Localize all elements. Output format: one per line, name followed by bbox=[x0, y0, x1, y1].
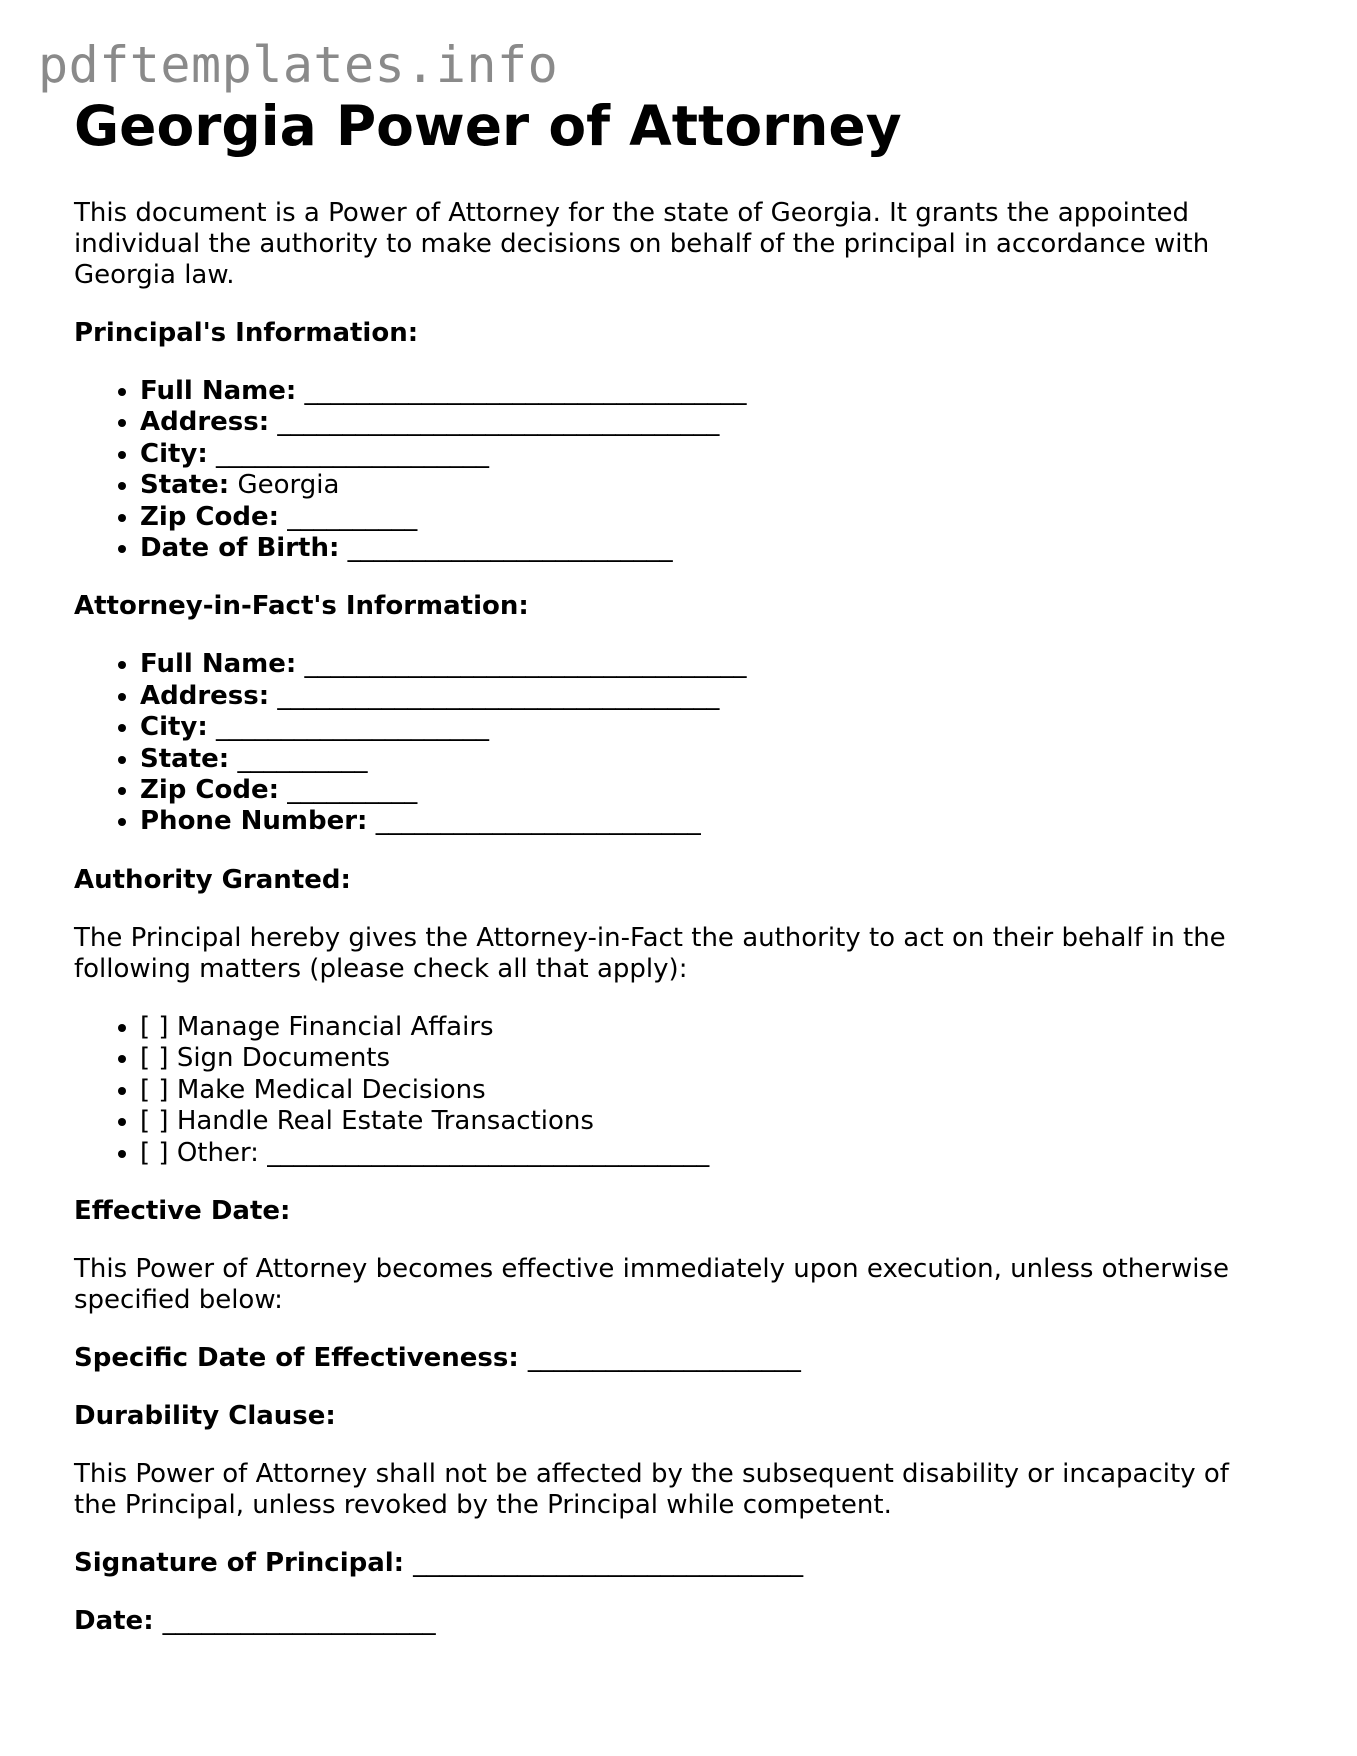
field-blank[interactable]: __________ bbox=[287, 501, 418, 532]
page-title: Georgia Power of Attorney bbox=[74, 94, 902, 158]
attorney-phone-field bbox=[140, 806, 1274, 837]
authority-option-medical[interactable]: • [ ] Make Medical Decisions bbox=[140, 1075, 1274, 1106]
document-page bbox=[74, 92, 1274, 1664]
field-label: Address: bbox=[140, 407, 270, 438]
principal-full-name-field bbox=[140, 376, 1274, 407]
attorney-address-field bbox=[140, 681, 1274, 712]
field-blank[interactable]: __________________________________ bbox=[304, 649, 747, 680]
field-blank[interactable]: __________________________________ bbox=[277, 407, 720, 438]
attorney-heading: Attorney-in-Fact's Information: bbox=[74, 591, 529, 622]
principal-fields bbox=[74, 376, 1274, 564]
field-blank[interactable]: __________ bbox=[287, 775, 418, 806]
principal-address-field bbox=[140, 407, 1274, 438]
authority-paragraph: The Principal hereby gives the Attorney-in-Fact the authority to act on their behalf in the following matters (please check all that apply): bbox=[74, 922, 1226, 984]
field-label: City: bbox=[140, 438, 208, 469]
field-label: City: bbox=[140, 712, 208, 743]
authority-option-real-estate[interactable]: • [ ] Handle Real Estate Transactions bbox=[140, 1106, 1274, 1137]
effective-heading: Effective Date: bbox=[74, 1195, 291, 1226]
field-label: Full Name: bbox=[140, 649, 297, 680]
durability-heading: Durability Clause: bbox=[74, 1400, 336, 1431]
authority-option-other[interactable]: • [ ] Other: __________________________________ bbox=[140, 1138, 1274, 1169]
field-blank[interactable]: _________________________ bbox=[375, 806, 701, 837]
principal-city-field bbox=[140, 439, 1274, 470]
attorney-state-field bbox=[140, 744, 1274, 775]
field-value: Georgia bbox=[237, 470, 340, 501]
authority-options bbox=[74, 1012, 1274, 1169]
principal-dob-field bbox=[140, 533, 1274, 564]
principal-state-field bbox=[140, 470, 1274, 501]
attorney-fields bbox=[74, 649, 1274, 837]
authority-heading: Authority Granted: bbox=[74, 864, 351, 895]
field-blank[interactable]: ______________________________ bbox=[413, 1547, 804, 1578]
field-blank[interactable]: __________________________________ bbox=[277, 680, 720, 711]
field-label: Date of Birth: bbox=[140, 533, 340, 564]
field-blank[interactable]: _____________________ bbox=[216, 438, 490, 469]
field-blank[interactable]: _____________________ bbox=[162, 1605, 436, 1636]
field-label: State: bbox=[140, 743, 230, 774]
principal-heading: Principal's Information: bbox=[74, 318, 419, 348]
field-label: Zip Code: bbox=[140, 775, 280, 806]
authority-option-financial[interactable]: • [ ] Manage Financial Affairs bbox=[140, 1012, 1274, 1043]
field-blank[interactable]: _________________________ bbox=[347, 533, 673, 564]
field-label: Phone Number: bbox=[140, 806, 368, 837]
durability-paragraph: This Power of Attorney shall not be affected by the subsequent disability or incapacity of the Principal, unless revoked by the Principal while competent. bbox=[74, 1458, 1229, 1520]
field-label: Zip Code: bbox=[140, 501, 280, 532]
effective-paragraph: This Power of Attorney becomes effective immediately upon execution, unless otherwise specified below: bbox=[74, 1253, 1229, 1315]
attorney-zip-field bbox=[140, 775, 1274, 806]
signature-field bbox=[74, 1548, 1274, 1579]
principal-zip-field bbox=[140, 502, 1274, 533]
date-field bbox=[74, 1606, 1274, 1637]
field-blank[interactable]: _____________________ bbox=[216, 712, 490, 743]
field-blank[interactable]: __________ bbox=[237, 743, 368, 774]
field-label: Address: bbox=[140, 680, 270, 711]
field-blank[interactable]: __________________________________ bbox=[304, 376, 747, 406]
authority-option-sign-documents[interactable]: • [ ] Sign Documents bbox=[140, 1043, 1274, 1074]
field-blank[interactable]: _____________________ bbox=[527, 1342, 801, 1373]
attorney-full-name-field bbox=[140, 649, 1274, 680]
attorney-city-field bbox=[140, 712, 1274, 743]
field-label: Specific Date of Effectiveness: bbox=[74, 1342, 519, 1373]
specific-date-field bbox=[74, 1343, 1274, 1374]
watermark: pdftemplates.info bbox=[38, 36, 559, 94]
intro-paragraph: This document is a Power of Attorney for the state of Georgia. It grants the appointed individual the authority to make decisions on behalf of the principal in accordance with Georgia law. bbox=[74, 198, 1210, 290]
field-label: Date: bbox=[74, 1605, 154, 1636]
field-label: State: bbox=[140, 470, 230, 501]
field-label: Signature of Principal: bbox=[74, 1547, 405, 1578]
field-label: Full Name: bbox=[140, 376, 297, 406]
